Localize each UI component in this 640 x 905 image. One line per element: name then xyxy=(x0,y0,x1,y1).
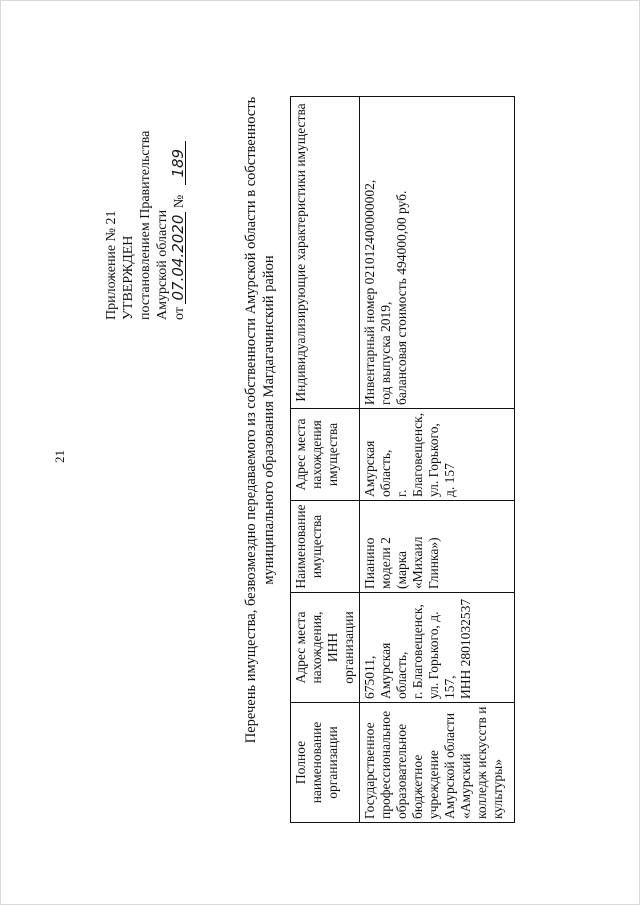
table-header-row xyxy=(291,97,360,823)
property-address-line: Амурская область, xyxy=(362,440,393,497)
property-address-line: ул. Горького, д. 157 xyxy=(426,423,457,497)
header-org-address: Адрес места нахождения, ИНН организации xyxy=(291,593,360,703)
appendix-block xyxy=(103,131,188,320)
resolution-label: постановлением Правительства xyxy=(138,130,153,320)
region-label: Амурской области xyxy=(155,209,170,320)
property-address-line: г. Благовещенск, xyxy=(394,412,425,497)
header-characteristics: Индивидуализирующие характеристики имущества xyxy=(291,97,360,409)
org-address-line: г. Благовещенск, xyxy=(410,604,425,699)
appendix-number: Приложение № 21 xyxy=(104,210,119,320)
cell-org-address xyxy=(360,593,515,703)
book-value: балансовая стоимость 494000,00 руб. xyxy=(394,190,409,405)
date-number-line xyxy=(171,131,188,320)
approved-label: УТВЕРЖДЕН xyxy=(121,235,136,320)
cell-organization: Государственное профессиональное образовательное бюджетное учреждение Амурской области «Амурский колледж искусств и культуры» xyxy=(360,703,515,823)
org-inn: ИНН 2801032537 xyxy=(458,598,473,699)
cell-characteristics xyxy=(360,97,515,409)
page-number: 21 xyxy=(52,450,67,463)
title-line-1: Перечень имущества, безвозмездно передаваемого из собственности Амурской области в собственность xyxy=(243,96,259,744)
title-line-2: муниципального образования Магдагачинский район xyxy=(261,255,277,585)
number-prefix: № xyxy=(172,194,187,209)
document-title xyxy=(242,70,278,770)
table-row xyxy=(360,97,515,823)
cell-property-address xyxy=(360,409,515,501)
property-table xyxy=(290,96,515,823)
inventory-number: Инвентарный номер 021012400000002, xyxy=(362,179,377,405)
date-prefix: от xyxy=(172,307,187,320)
release-year: год выпуска 2019, xyxy=(378,301,393,405)
handwritten-date: 07.04.2020 xyxy=(171,212,186,304)
cell-property-name: Пианино модели 2 (марка «Михаил Глинка») xyxy=(360,501,515,593)
header-property-name: Наименование имущества xyxy=(291,501,360,593)
org-address-line: 675011, Амурская область, xyxy=(362,642,409,699)
handwritten-number: 189 xyxy=(171,141,186,185)
header-organization: Полное наименование организации xyxy=(291,703,360,823)
org-address-line: ул. Горького, д. 157, xyxy=(426,611,457,699)
header-property-address: Адрес места нахождения имущества xyxy=(291,409,360,501)
